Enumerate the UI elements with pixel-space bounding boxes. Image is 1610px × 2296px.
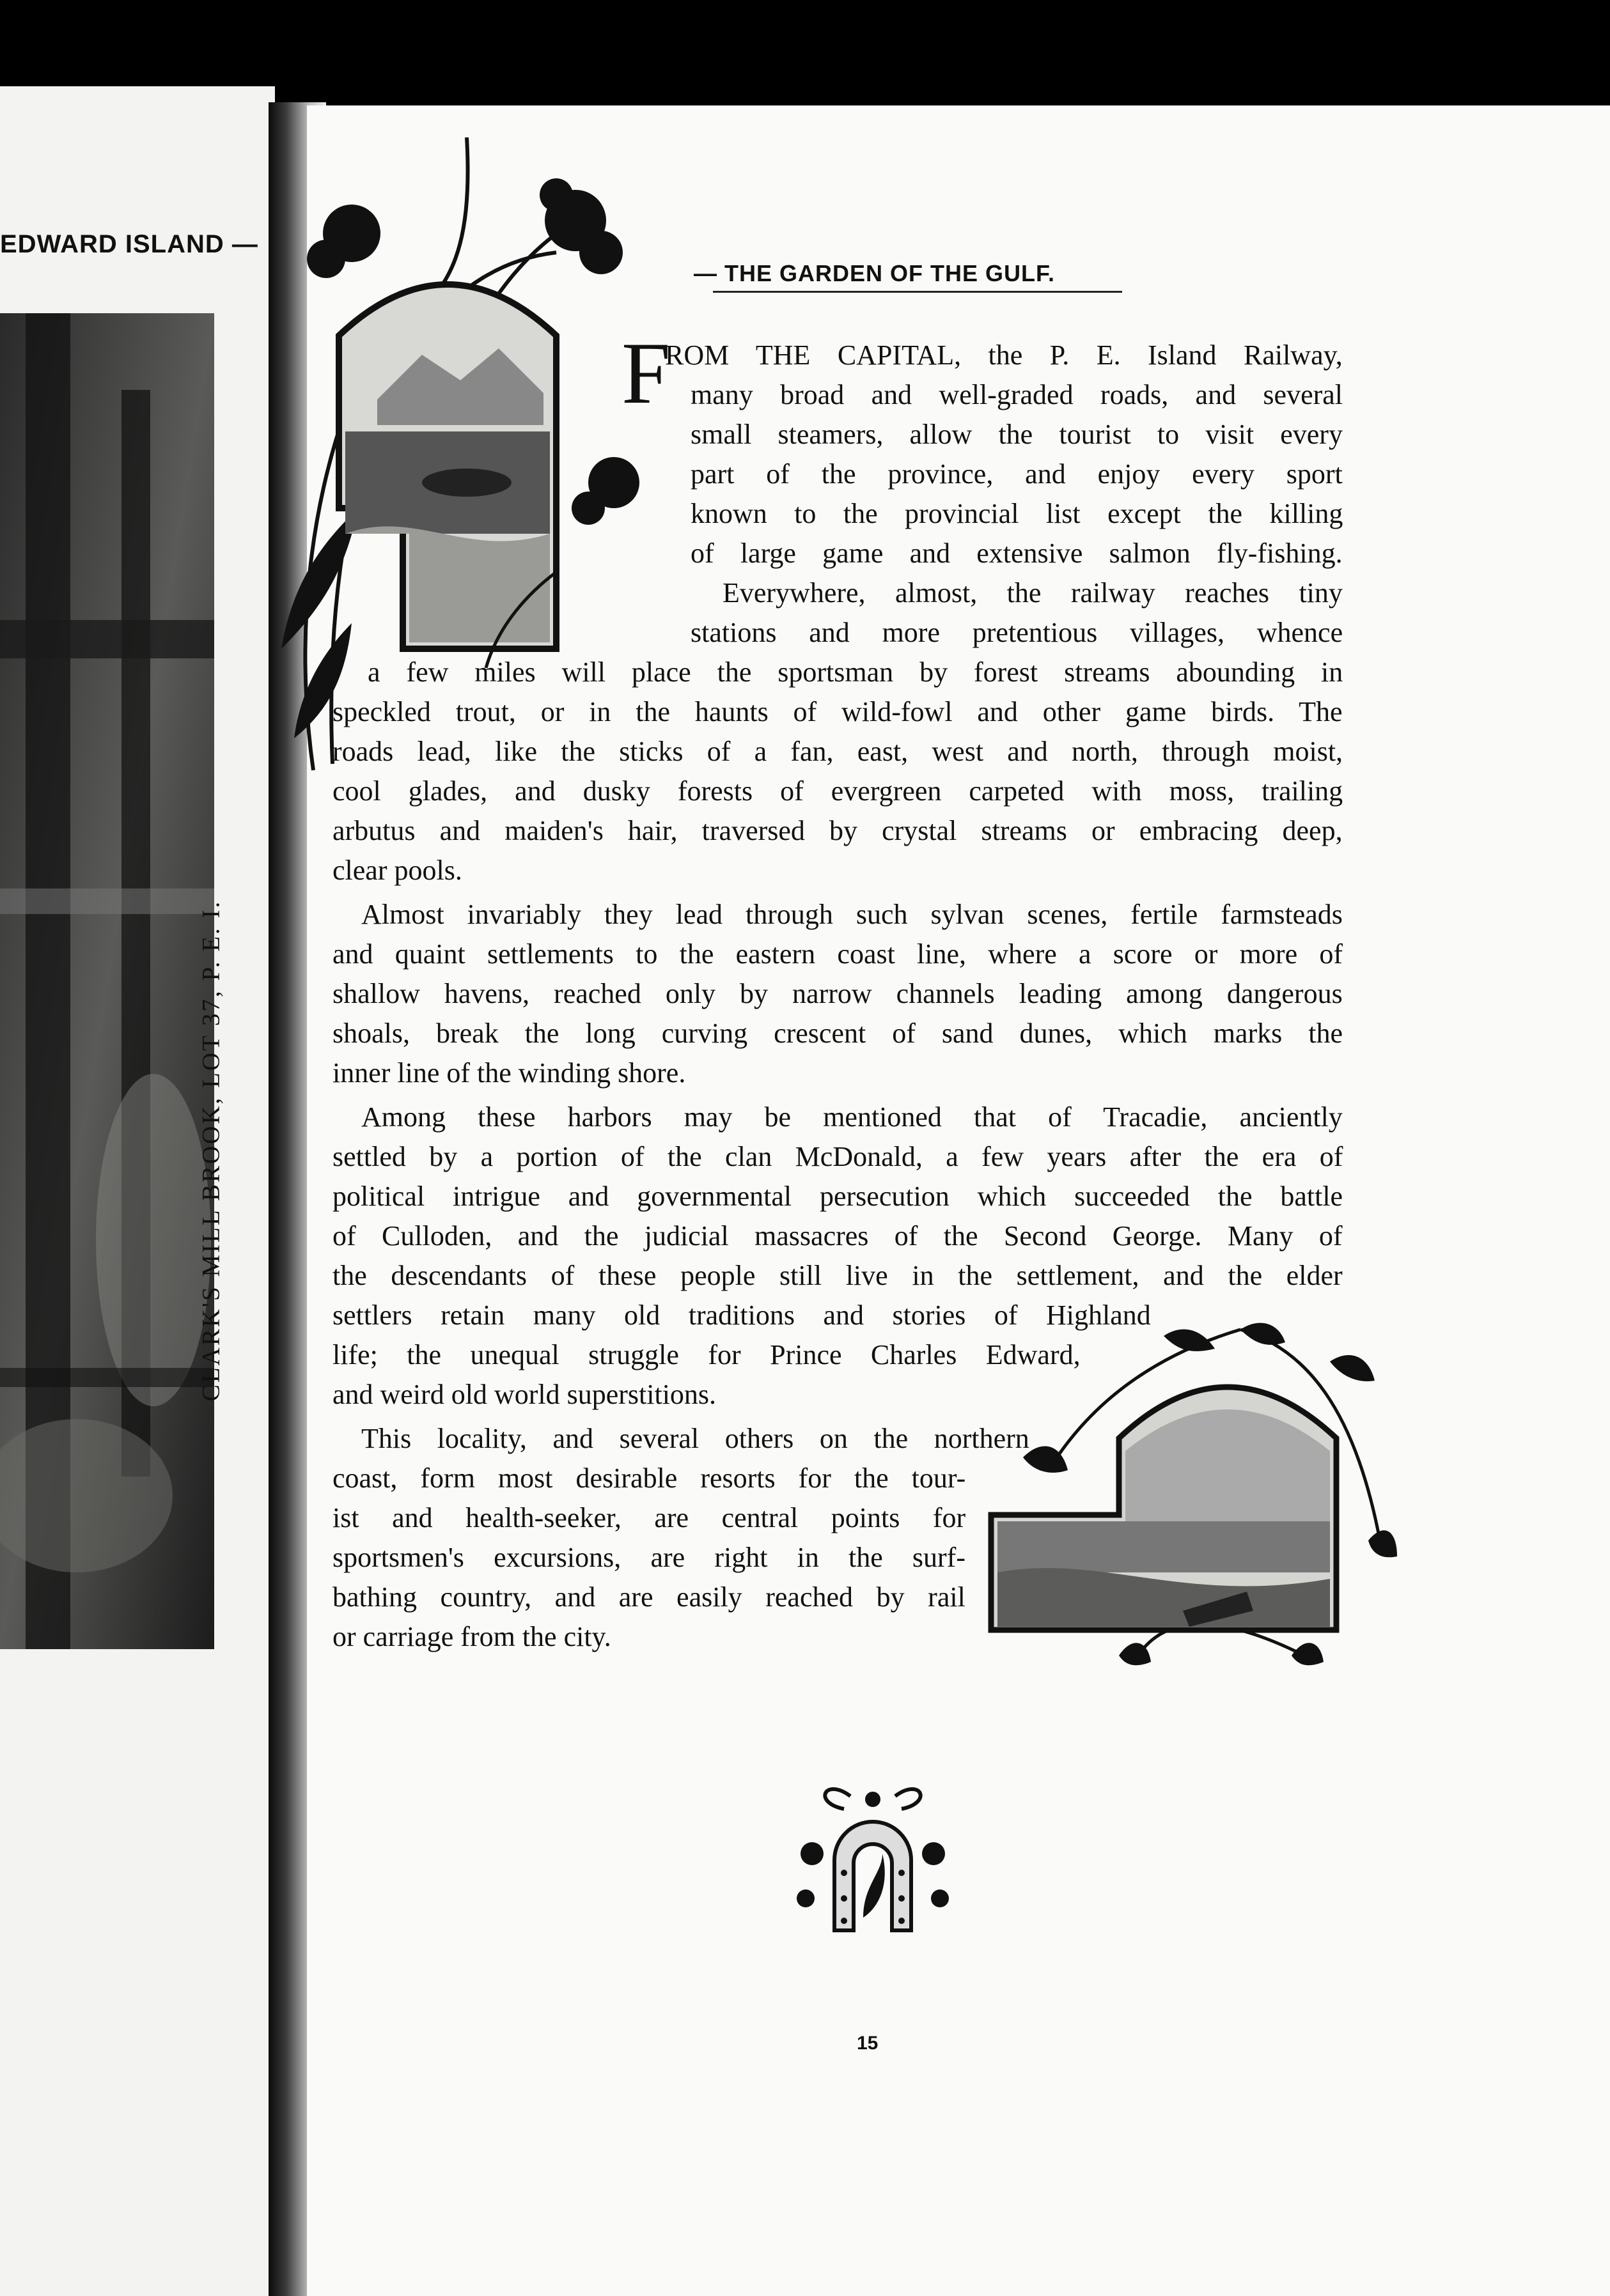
left-running-head: EDWARD ISLAND — — [0, 230, 258, 258]
text-line: clear pools. — [332, 855, 462, 886]
floral-vignette-ornament-bottom — [972, 1310, 1400, 1681]
text-line: Everywhere, almost, the railway reaches tiny — [723, 577, 1343, 609]
horseshoe-tailpiece-ornament — [786, 1777, 959, 1950]
text-line: arbutus and maiden's hair, traversed by crystal streams or embracing deep, — [332, 815, 1343, 846]
text-line: stations and more pretentious villages, whence — [691, 617, 1343, 648]
text-line: cool glades, and dusky forests of evergreen carpeted with moss, trailing — [332, 775, 1343, 807]
text-line: inner line of the winding shore. — [332, 1057, 686, 1089]
text-line: life; the unequal struggle for Prince Charles Edward, — [332, 1339, 1081, 1370]
text-line: ROM THE CAPITAL, the P. E. Island Railway, — [665, 339, 1343, 371]
text-line: ist and health-seeker, are central points for — [332, 1502, 966, 1533]
text-line: the descendants of these people still live in the settlement, and the elder — [332, 1260, 1343, 1291]
text-line: and weird old world superstitions. — [332, 1379, 717, 1410]
text-line: speckled trout, or in the haunts of wild-fowl and other game birds. The — [332, 696, 1343, 727]
text-line: or carriage from the city. — [332, 1621, 611, 1652]
text-line: a few miles will place the sportsman by forest streams abounding in — [368, 656, 1343, 688]
drop-cap-letter: F — [621, 324, 671, 422]
page-number: 15 — [857, 2033, 879, 2054]
text-line: Among these harbors may be mentioned that of Tracadie, anciently — [361, 1101, 1343, 1133]
text-line: known to the provincial list except the killing — [691, 498, 1343, 529]
text-line: of Culloden, and the judicial massacres of the Second George. Many of — [332, 1220, 1343, 1252]
text-line: part of the province, and enjoy every sport — [691, 458, 1343, 490]
text-line: sportsmen's excursions, are right in the surf- — [332, 1542, 965, 1573]
text-line: settled by a portion of the clan McDonald, a few years after the era of — [332, 1141, 1343, 1172]
text-line: shallow havens, reached only by narrow channels leading among dangerous — [332, 978, 1343, 1009]
text-line: roads lead, like the sticks of a fan, east, west and north, through moist, — [332, 736, 1343, 767]
text-line: and quaint settlements to the eastern coast line, where a score or more of — [332, 938, 1343, 970]
right-running-head: — THE GARDEN OF THE GULF. — [694, 260, 1055, 286]
text-line: settlers retain many old traditions and stories of Highland — [332, 1299, 1151, 1331]
text-line: shoals, break the long curving crescent of sand dunes, which marks the — [332, 1018, 1343, 1049]
text-line: This locality, and several others on the northern — [361, 1423, 1029, 1454]
text-line: political intrigue and governmental persecution which succeeded the battle — [332, 1181, 1343, 1212]
text-line: coast, form most desirable resorts for the tour- — [332, 1462, 966, 1494]
text-line: of large game and extensive salmon fly-fishing. — [691, 538, 1343, 569]
side-caption-box — [150, 863, 272, 1438]
text-line: bathing country, and are easily reached by rail — [332, 1581, 965, 1613]
text-line: many broad and well-graded roads, and several — [691, 379, 1343, 410]
text-line: small steamers, allow the tourist to visit every — [691, 419, 1343, 450]
text-line: Almost invariably they lead through such sylvan scenes, fertile farmsteads — [361, 899, 1343, 930]
running-head-underline — [713, 291, 1122, 293]
photo-caption: CLARK'S MILL BROOK, LOT 37, P. E. I. — [197, 899, 225, 1402]
